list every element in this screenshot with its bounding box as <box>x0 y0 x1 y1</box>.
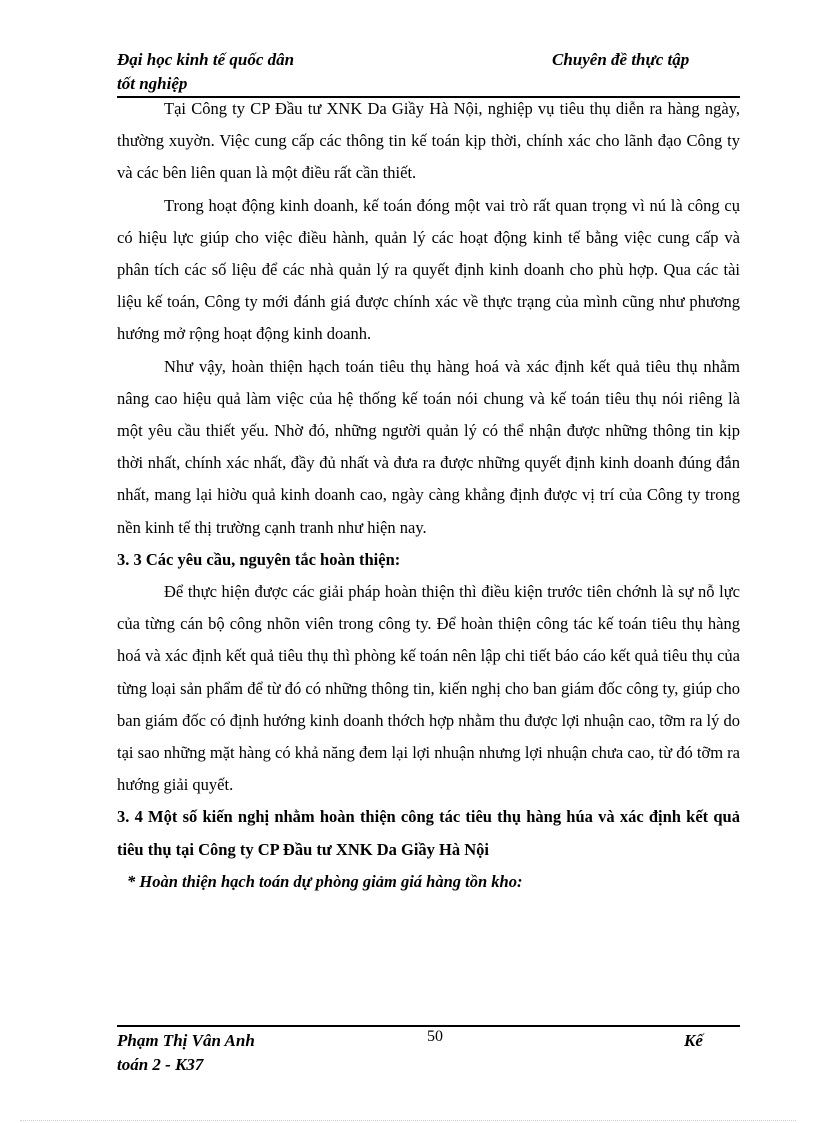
page-body <box>117 93 740 898</box>
header-report-type-continued: tốt nghiệp <box>117 74 188 93</box>
footer-divider <box>117 1025 740 1027</box>
footer-author: Phạm Thị Vân Anh <box>117 1031 255 1050</box>
section-heading-3-3: 3. 3 Các yêu cầu, nguyên tắc hoàn thiện: <box>117 549 401 569</box>
subheading-inventory-provision: * Hoàn thiện hạch toán dự phòng giảm giá hàng tồn kho: <box>127 871 523 891</box>
header-university: Đại học kinh tế quốc dân <box>117 50 295 69</box>
footer-class-continued: toán 2 - K37 <box>117 1055 204 1074</box>
paragraph-3: Như vậy, hoàn thiện hạch toán tiêu thụ hàng hoá và xác định kết quả tiêu thụ nhằm nâng cao hiệu quả làm việc của hệ thống kế toán nói chung và kế toán tiêu thụ nói riêng là một yêu cầu thiết yếu. Nhờ đó, những người quản lý có thể nhận được những thông tin kịp thời nhất, chính xác nhất, đầy đủ nhất và đưa ra được những quyết định kinh doanh đúng đắn nhất, mang lại hiờu quả kinh doanh cao, ngày càng khẳng định được vị trí của Công ty trong nền kinh tế thị trường cạnh tranh như hiện nay. <box>117 356 740 537</box>
page-bottom-border <box>20 1120 796 1121</box>
header-report-type: Chuyên đề thực tập <box>552 50 690 69</box>
section-heading-3-4: 3. 4 Một số kiến nghị nhằm hoàn thiện công tác tiêu thụ hàng húa và xác định kết quả tiêu thụ tại Công ty CP Đầu tư XNK Da Giầy Hà Nội <box>117 807 740 859</box>
paragraph-4: Để thực hiện được các giải pháp hoàn thiện thì điều kiện trước tiên chớnh là sự nỗ lực của từng cán bộ công nhõn viên trong công ty. Để hoàn thiện công tác kế toán tiêu thụ hàng hoá và xác định kết quả tiêu thụ thì phòng kế toán nên lập chi tiết báo cáo kết quả tiêu thụ của từng loại sản phẩm để từ đó có những thông tin, kiến nghị cho ban giám đốc công ty, giúp cho ban giám đốc có định hướng kinh doanh thớch hợp nhằm thu được lợi nhuận cao, tỡm ra lý do tại sao những mặt hàng có khả năng đem lại lợi nhuận nhưng lợi nhuận chưa cao, từ đó tỡm ra hướng giải quyết. <box>117 582 740 795</box>
paragraph-1: Tại Công ty CP Đầu tư XNK Da Giầy Hà Nội, nghiệp vụ tiêu thụ diễn ra hàng ngày, thường xuyờn. Việc cung cấp các thông tin kế toán kịp thời, chính xác cho lãnh đạo Công ty và các bên liên quan là một điều rất cần thiết. <box>117 99 740 183</box>
page-number: 50 <box>427 1028 443 1045</box>
footer-class: Kế <box>684 1031 703 1050</box>
paragraph-2: Trong hoạt động kinh doanh, kế toán đóng một vai trò rất quan trọng vì nú là công cụ có hiệu lực giúp cho việc điều hành, quản lý các hoạt động kinh tế bằng việc cung cấp và phân tích các số liệu để các nhà quản lý ra quyết định kinh doanh cho phù hợp. Qua các tài liệu kế toán, Công ty mới đánh giá được chính xác về thực trạng của mình cũng như phương hướng mở rộng hoạt động kinh doanh. <box>117 195 740 344</box>
